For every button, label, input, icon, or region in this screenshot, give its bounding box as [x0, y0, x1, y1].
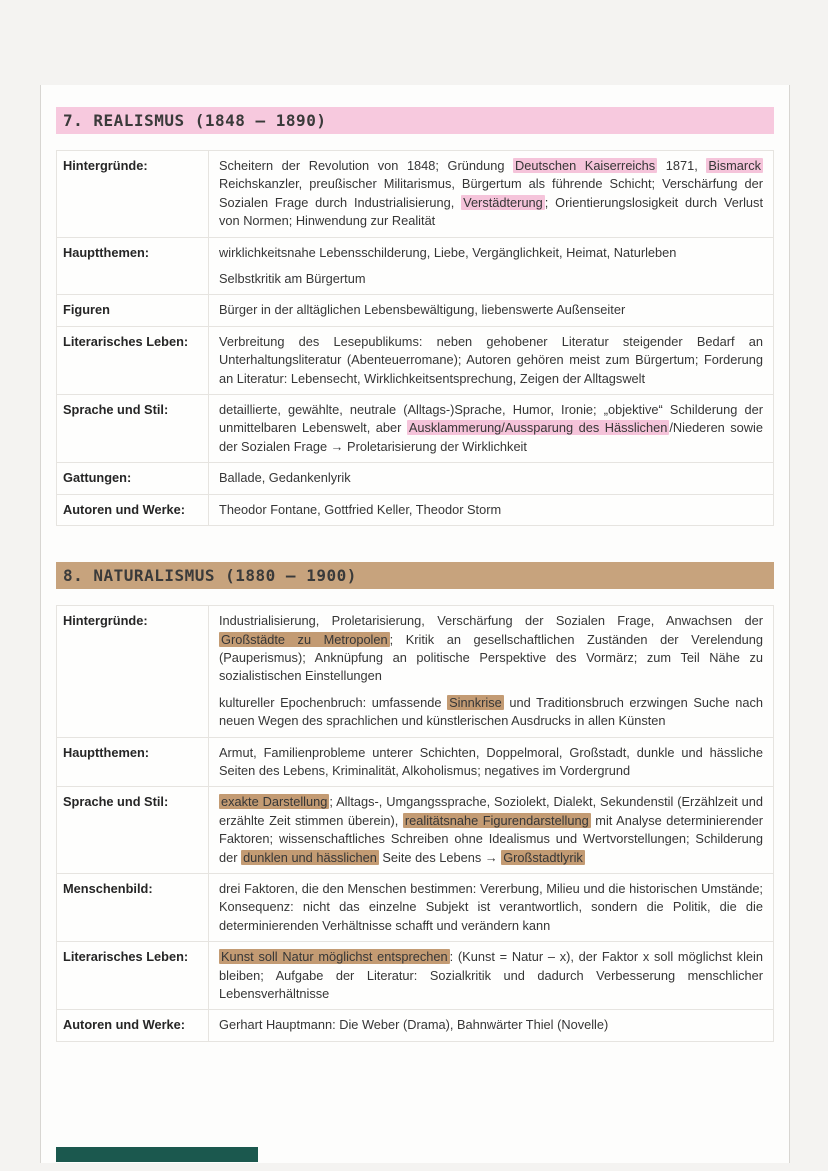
- table-row: [57, 787, 773, 874]
- row-content: [209, 495, 773, 525]
- highlighted-text: Großstadtlyrik: [503, 849, 583, 865]
- highlighted-text: Ausklammerung/Aussparung des Hässlichen: [408, 420, 668, 436]
- row-content: [209, 1010, 773, 1040]
- highlighted-text: exakte Darstellung: [221, 794, 328, 810]
- row-label: Literarisches Leben:: [57, 942, 209, 1009]
- table-row: [57, 327, 773, 395]
- table-row: [57, 151, 773, 238]
- table-row: [57, 495, 773, 525]
- text-segment: Ballade, Gedankenlyrik: [219, 470, 351, 486]
- text-segment: Armut, Familienprobleme unterer Schichten, Doppelmoral, Großstadt, dunkle und hässliche Seiten des Lebens, Kriminalität, Alkoholismus; negatives im Vordergrund: [219, 744, 763, 778]
- row-label: Hintergründe:: [57, 151, 209, 237]
- text-segment: Verbreitung des Lesepublikums: neben gehobener Literatur steigender Bedarf an Unterhaltungsliteratur (Abenteuerromane); Autoren gehören meist zum Bürgertum; Forderung an Literatur: Lebensecht, Wirklichkeitsentsprechung, Zeigen der Alltagswelt: [219, 333, 763, 386]
- table-row: [57, 874, 773, 942]
- paragraph: [219, 880, 763, 935]
- text-segment: Selbstkritik am Bürgertum: [219, 271, 366, 287]
- text-segment: Scheitern der Revolution von 1848; Gründung: [219, 158, 514, 173]
- row-content: [209, 787, 773, 873]
- paragraph: [219, 157, 763, 231]
- paragraph: [219, 301, 763, 319]
- paragraph: [219, 612, 763, 686]
- section-7-header: [56, 107, 774, 134]
- text-segment: ; Kritik an gesellschaftlichen Zuständen der Verelendung (Pauperismus); Anknüpfung an politische Perspektive des Vormärz; zum Teil Nähe zu sozialistischen Einstellungen: [219, 631, 763, 684]
- text-segment: Theodor Fontane, Gottfried Keller, Theodor Storm: [219, 501, 502, 517]
- paragraph: [219, 401, 763, 456]
- row-content: [209, 327, 773, 394]
- text-segment: drei Faktoren, die den Menschen bestimmen: Vererbung, Milieu und die historischen Umstände; Konsequenz: nicht das einzelne Subjekt ist verantwortlich, sondern die Politik, die die determinierenden Verhältnisse schafft und verändern kann: [219, 880, 763, 933]
- text-segment: Seite des Lebens →: [378, 849, 502, 865]
- table-row: [57, 295, 773, 326]
- page-content: [56, 85, 774, 1042]
- row-content: [209, 606, 773, 736]
- paragraph: [219, 244, 763, 262]
- row-label: Gattungen:: [57, 463, 209, 493]
- table-row: [57, 395, 773, 463]
- row-content: [209, 395, 773, 462]
- section-title: 8. NATURALISMUS (1880 – 1900): [63, 566, 357, 586]
- section-8-header: [56, 562, 774, 589]
- row-content: [209, 151, 773, 237]
- text-segment: wirklichkeitsnahe Lebensschilderung, Liebe, Vergänglichkeit, Heimat, Naturleben: [219, 244, 677, 260]
- text-segment: ; Orientierungslosigkeit durch Verlust von Normen; Hinwendung zur Realität: [219, 194, 763, 229]
- text-segment: kultureller Epochenbruch: umfassende: [219, 694, 448, 710]
- row-content: [209, 295, 773, 325]
- text-segment: Industrialisierung, Proletarisierung, Verschärfung der Sozialen Frage, Anwachsen der: [219, 613, 763, 629]
- table-row: [57, 238, 773, 296]
- highlighted-text: Bismarck: [708, 158, 761, 173]
- highlighted-text: Kunst soll Natur möglichst entsprechen: [221, 949, 448, 965]
- paragraph: [219, 469, 763, 487]
- row-content: [209, 238, 773, 295]
- row-content: [209, 942, 773, 1009]
- text-segment: ; Alltags-, Umgangssprache, Soziolekt, Dialekt, Sekundenstil (Erzählzeit und erzählte Zeit stimmen überein),: [219, 794, 763, 828]
- row-content: [209, 738, 773, 787]
- paragraph: [219, 501, 763, 519]
- highlighted-text: dunklen und hässlichen: [243, 849, 377, 865]
- highlighted-text: Sinnkrise: [449, 694, 502, 710]
- table-row: [57, 606, 773, 737]
- paragraph: [219, 744, 763, 781]
- realismus-table: [56, 150, 774, 526]
- text-segment: detaillierte, gewählte, neutrale (Alltags-)Sprache, Humor, Ironie; „objektive“ Schilderung der unmittelbaren Lebenswelt, aber: [219, 402, 763, 436]
- text-segment: und Traditionsbruch erzwingen Suche nach neuen Wegen des sprachlichen und künstlerischen Ausdrucks in allen Künsten: [219, 694, 763, 729]
- row-label: Hauptthemen:: [57, 238, 209, 295]
- highlighted-text: Deutschen Kaiserreichs: [515, 158, 656, 173]
- row-label: Sprache und Stil:: [57, 395, 209, 462]
- table-row: [57, 942, 773, 1010]
- paragraph: [219, 948, 763, 1003]
- row-label: Hintergründe:: [57, 606, 209, 736]
- highlighted-text: Großstädte zu Metropolen: [221, 631, 388, 647]
- row-content: [209, 463, 773, 493]
- paragraph: [219, 1016, 763, 1034]
- text-segment: Reichskanzler, preußischer Militarismus, Bürgertum als führende Schicht; Verschärfung der Sozialen Frage durch Industrialisierung,: [219, 176, 763, 210]
- table-row: [57, 738, 773, 788]
- table-row: [57, 463, 773, 494]
- row-label: Sprache und Stil:: [57, 787, 209, 873]
- row-label: Hauptthemen:: [57, 738, 209, 787]
- paragraph: [219, 793, 763, 867]
- paragraph: [219, 270, 763, 288]
- text-segment: 1871,: [657, 158, 707, 173]
- text-segment: Gerhart Hauptmann: Die Weber (Drama), Bahnwärter Thiel (Novelle): [219, 1017, 609, 1033]
- section-title: 7. REALISMUS (1848 – 1890): [63, 111, 327, 130]
- row-label: Autoren und Werke:: [57, 1010, 209, 1040]
- text-segment: /Niederen sowie der Sozialen Frage → Proletarisierung der Wirklichkeit: [219, 420, 763, 454]
- highlighted-text: Verstädterung: [463, 194, 543, 210]
- text-segment: mit Analyse determinierender Faktoren; wissenschaftliches Schreiben ohne Idealismus und Wertvorstellungen; Schilderung der: [219, 812, 763, 865]
- highlighted-text: realitätsnahe Figurendarstellung: [404, 812, 589, 828]
- paragraph: [219, 694, 763, 731]
- paragraph: [219, 333, 763, 388]
- row-label: Menschenbild:: [57, 874, 209, 941]
- row-label: Autoren und Werke:: [57, 495, 209, 525]
- text-segment: : (Kunst = Natur – x), der Faktor x soll möglichst klein bleiben; Aufgabe der Literatur: Sozialkritik und dadurch Verbesserung menschlicher Lebensverhältnisse: [219, 949, 764, 1001]
- row-label: Figuren: [57, 295, 209, 325]
- section-9-header-partial: [56, 1147, 258, 1162]
- page-sheet: [40, 85, 790, 1163]
- row-label: Literarisches Leben:: [57, 327, 209, 394]
- row-content: [209, 874, 773, 941]
- table-row: [57, 1010, 773, 1040]
- text-segment: Bürger in der alltäglichen Lebensbewältigung, liebenswerte Außenseiter: [219, 302, 626, 318]
- naturalismus-table: [56, 605, 774, 1042]
